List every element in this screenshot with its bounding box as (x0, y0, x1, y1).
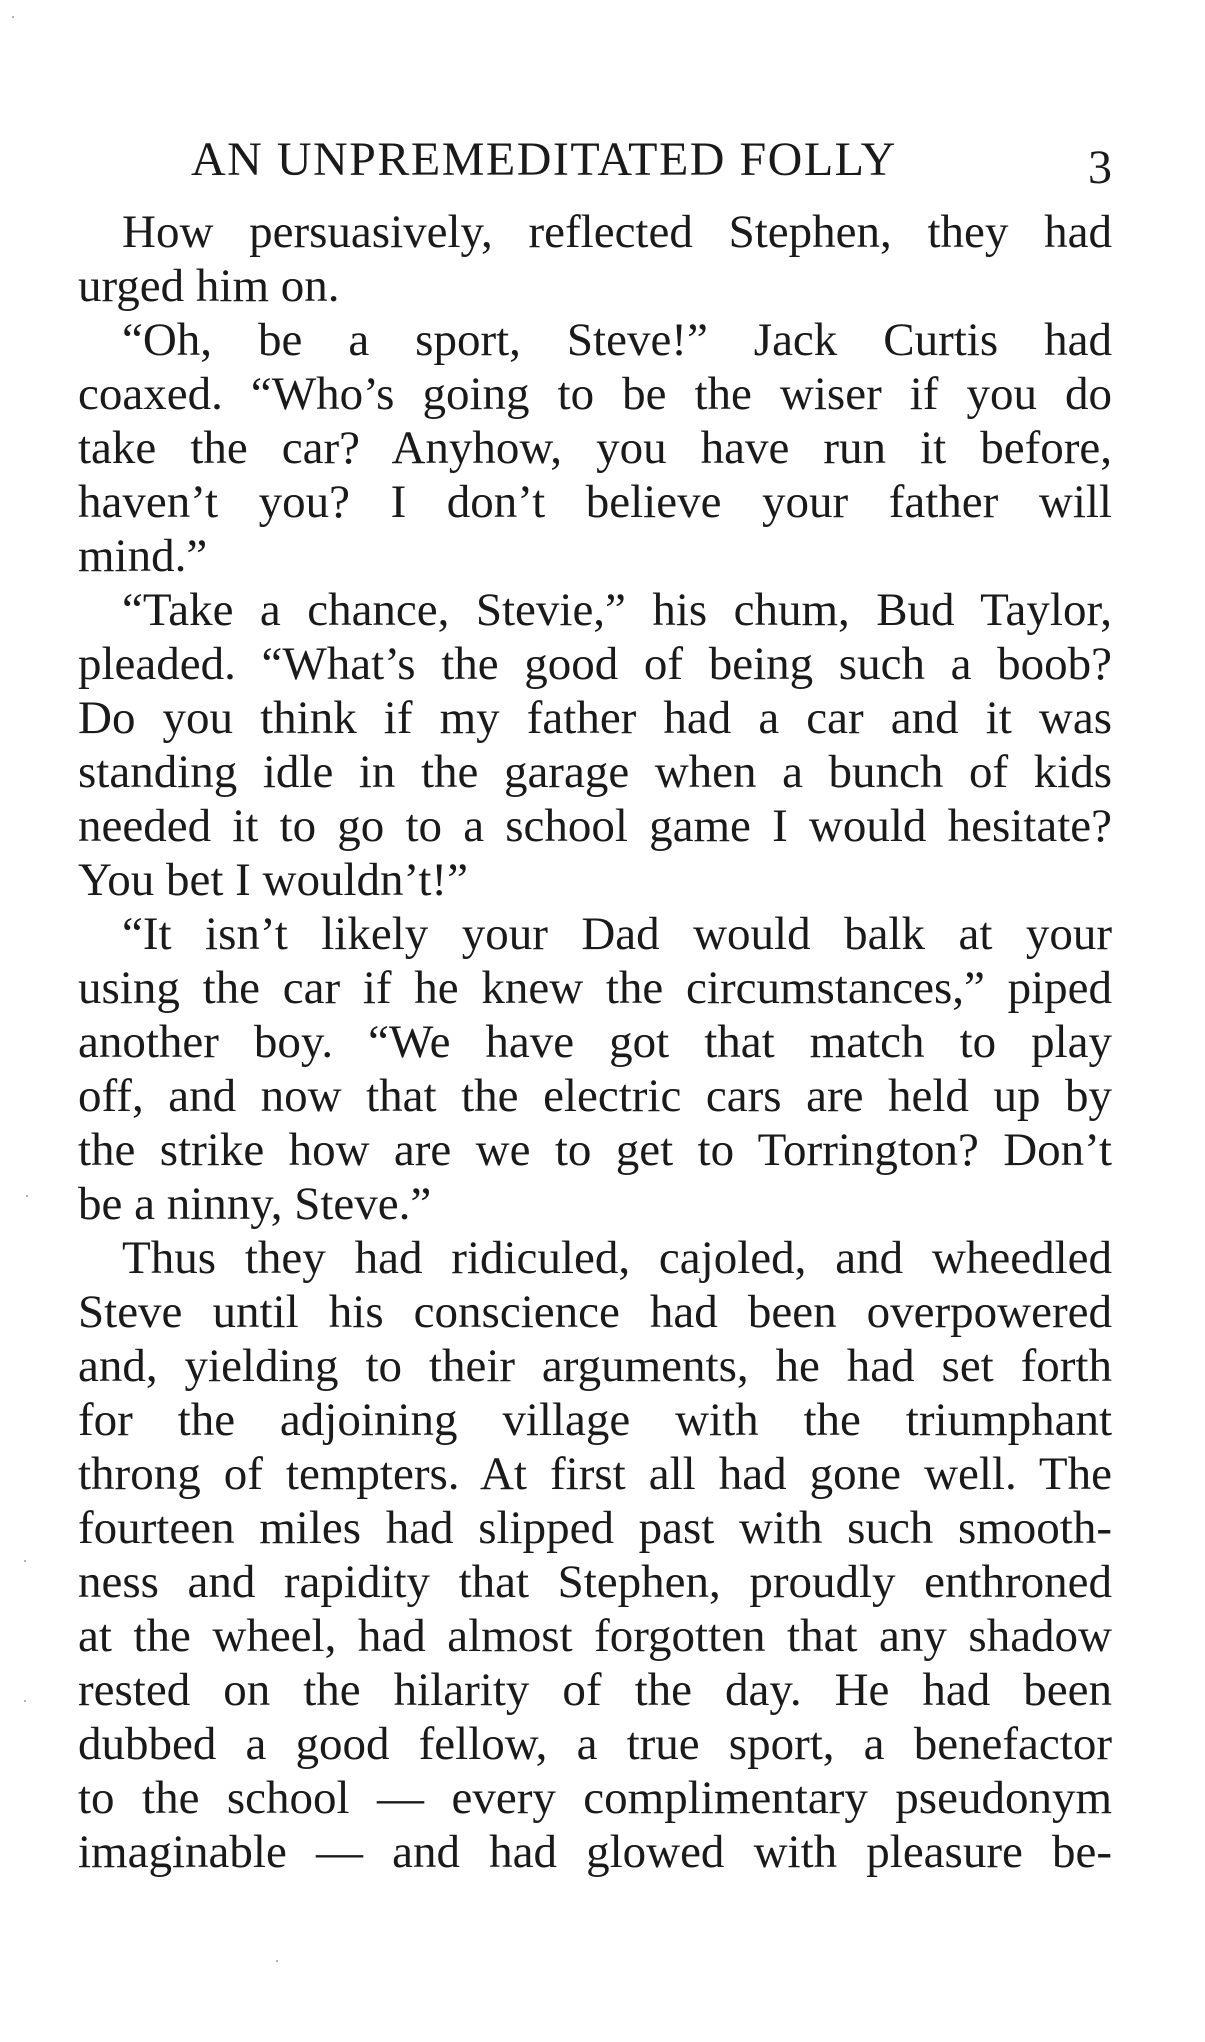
text-line: Thus they had ridiculed, cajoled, and wheedled (122, 1232, 1112, 1284)
text-line: to the school — every complimentary pseudonym (78, 1772, 1112, 1824)
text-line: another boy. “We have got that match to play (78, 1016, 1112, 1068)
text-line: How persuasively, reflected Stephen, they had (122, 206, 1112, 258)
text-line: using the car if he knew the circumstances,” piped (78, 962, 1112, 1014)
text-line: at the wheel, had almost forgotten that any shadow (78, 1610, 1112, 1662)
text-line: You bet I wouldn’t!” (78, 854, 468, 906)
text-line: dubbed a good fellow, a true sport, a benefactor (78, 1718, 1112, 1770)
running-title: AN UNPREMEDITATED FOLLY (191, 133, 897, 186)
text-line: for the adjoining village with the triumphant (78, 1394, 1112, 1446)
text-line: needed it to go to a school game I would hesitate? (78, 800, 1112, 852)
paper-speck (24, 1560, 26, 1562)
running-head (78, 130, 1112, 194)
text-line: standing idle in the garage when a bunch of kids (78, 746, 1112, 798)
text-line: Steve until his conscience had been overpowered (78, 1286, 1112, 1338)
paper-speck (26, 1195, 28, 1197)
text-line: mind.” (78, 530, 208, 582)
paper-speck (24, 1700, 26, 1702)
text-line: pleaded. “What’s the good of being such a boob? (78, 638, 1112, 690)
text-line: Do you think if my father had a car and it was (78, 692, 1112, 744)
text-line: “It isn’t likely your Dad would balk at your (122, 908, 1112, 960)
text-line: coaxed. “Who’s going to be the wiser if you do (78, 368, 1112, 420)
text-line: “Oh, be a sport, Steve!” Jack Curtis had (122, 314, 1112, 366)
text-line: take the car? Anyhow, you have run it before, (78, 422, 1112, 474)
text-line: fourteen miles had slipped past with such smooth- (78, 1502, 1112, 1554)
text-line: ness and rapidity that Stephen, proudly enthroned (78, 1556, 1112, 1608)
paper-speck (276, 1960, 278, 1962)
text-line: imaginable — and had glowed with pleasure be- (78, 1826, 1112, 1878)
text-line: rested on the hilarity of the day. He had been (78, 1664, 1112, 1716)
text-line: be a ninny, Steve.” (78, 1178, 432, 1230)
text-line: the strike how are we to get to Torrington? Don’t (78, 1124, 1112, 1176)
text-line: and, yielding to their arguments, he had set forth (78, 1340, 1112, 1392)
paper-speck (12, 16, 14, 18)
text-line: “Take a chance, Stevie,” his chum, Bud Taylor, (122, 584, 1112, 636)
text-line: off, and now that the electric cars are held up by (78, 1070, 1112, 1122)
text-line: haven’t you? I don’t believe your father will (78, 476, 1112, 528)
page-number: 3 (1088, 141, 1112, 194)
body-text (78, 205, 1112, 1879)
text-line: throng of tempters. At first all had gone well. The (78, 1448, 1112, 1500)
text-line: urged him on. (78, 260, 340, 312)
